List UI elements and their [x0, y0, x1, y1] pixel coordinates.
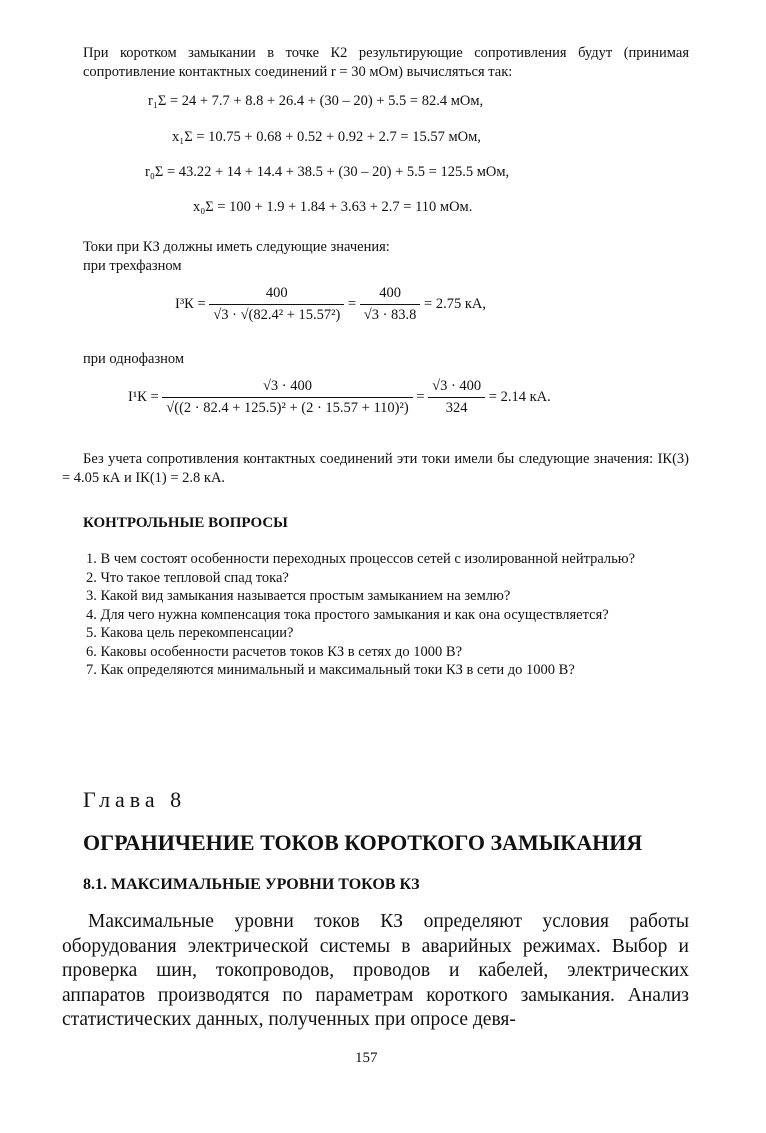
questions-list — [62, 550, 689, 680]
fraction — [360, 285, 421, 324]
page-number: 157 — [355, 1050, 378, 1066]
list-item: 7. Как определяются минимальный и максимальный токи КЗ в сети до 1000 В? — [86, 662, 575, 678]
formula-result: = 2.75 кА, — [424, 295, 486, 312]
currents-intro: Токи при КЗ должны иметь следующие значения: — [83, 239, 390, 255]
fraction — [209, 285, 344, 324]
equation-rhs: = 24 + 7.7 + 8.8 + 26.4 + (30 – 20) + 5.5 = 82.4 мОм, — [166, 93, 484, 109]
chapter-title: ОГРАНИЧЕНИЕ ТОКОВ КОРОТКОГО ЗАМЫКАНИЯ — [83, 830, 643, 855]
list-item: 5. Какова цель перекомпенсации? — [86, 625, 294, 641]
list-item: 4. Для чего нужна компенсация тока простого замыкания и как она осуществляется? — [86, 606, 609, 623]
formula-lhs: I¹К = — [128, 388, 159, 405]
denominator: √((2 · 82.4 + 125.5)² + (2 · 15.57 + 110)²) — [166, 400, 409, 416]
formula-lhs: I³К = — [175, 295, 206, 312]
equation-x0 — [193, 199, 472, 216]
formula-single-phase — [128, 378, 551, 417]
equation-r0 — [145, 164, 509, 181]
list-item: 2. Что такое тепловой спад тока? — [86, 569, 289, 586]
equation-lhs: r₀Σ — [145, 164, 164, 180]
without-contacts-paragraph: Без учета сопротивления контактных соединений эти токи имели бы следующие значения: IК(3) = 4.05 кА и IК(1) = 2.8 кА. — [62, 451, 689, 486]
list-item: 3. Какой вид замыкания называется простым замыканием на землю? — [86, 588, 511, 604]
three-phase-label: при трехфазном — [83, 258, 182, 274]
questions-title: КОНТРОЛЬНЫЕ ВОПРОСЫ — [83, 515, 288, 531]
equals-sign: = — [347, 295, 357, 312]
numerator: √3 · 400 — [162, 378, 412, 398]
formula-result: = 2.14 кА. — [488, 388, 551, 405]
equation-lhs: x₀Σ — [193, 199, 214, 215]
list-item: 6. Каковы особенности расчетов токов КЗ в сетях до 1000 В? — [86, 643, 463, 660]
denominator: √3 · √(82.4² + 15.57²) — [213, 307, 341, 323]
intro-paragraph: При коротком замыкании в точке К2 результирующие сопротивления будут (принимая сопротивление контактных соединений r = 30 мОм) вычисляться так: — [83, 45, 689, 80]
equation-rhs: = 100 + 1.9 + 1.84 + 3.63 + 2.7 = 110 мОм. — [213, 199, 473, 215]
single-phase-label: при однофазном — [83, 351, 185, 367]
denominator: 324 — [445, 400, 468, 416]
numerator: √3 · 400 — [428, 378, 485, 398]
equation-x1 — [172, 129, 481, 146]
fraction — [428, 378, 485, 417]
equation-rhs: = 43.22 + 14 + 14.4 + 38.5 + (30 – 20) + 5.5 = 125.5 мОм, — [163, 164, 510, 180]
section-title: 8.1. МАКСИМАЛЬНЫЕ УРОВНИ ТОКОВ КЗ — [83, 876, 420, 893]
equation-lhs: x₁Σ — [172, 129, 193, 145]
fraction — [162, 378, 412, 417]
equation-r1 — [148, 93, 483, 110]
denominator: √3 · 83.8 — [363, 307, 417, 323]
numerator: 400 — [360, 285, 421, 305]
equation-rhs: = 10.75 + 0.68 + 0.52 + 0.92 + 2.7 = 15.57 мОм, — [192, 129, 481, 145]
section-body: Максимальные уровни токов КЗ определяют условия работы оборудования электрической системы в аварийных режимах. Выбор и проверка шин, токопроводов, проводов и кабелей, электрических аппаратов производятся по параметрам короткого замыкания. Анализ статистических данных, полученных при опросе девя- — [62, 911, 689, 1030]
chapter-label: Глава 8 — [83, 787, 187, 812]
equals-sign: = — [416, 388, 425, 405]
formula-three-phase — [175, 285, 486, 324]
equation-lhs: r₁Σ — [148, 93, 167, 109]
numerator: 400 — [209, 285, 344, 305]
list-item: 1. В чем состоят особенности переходных процессов сетей с изолированной нейтралью? — [86, 551, 636, 567]
